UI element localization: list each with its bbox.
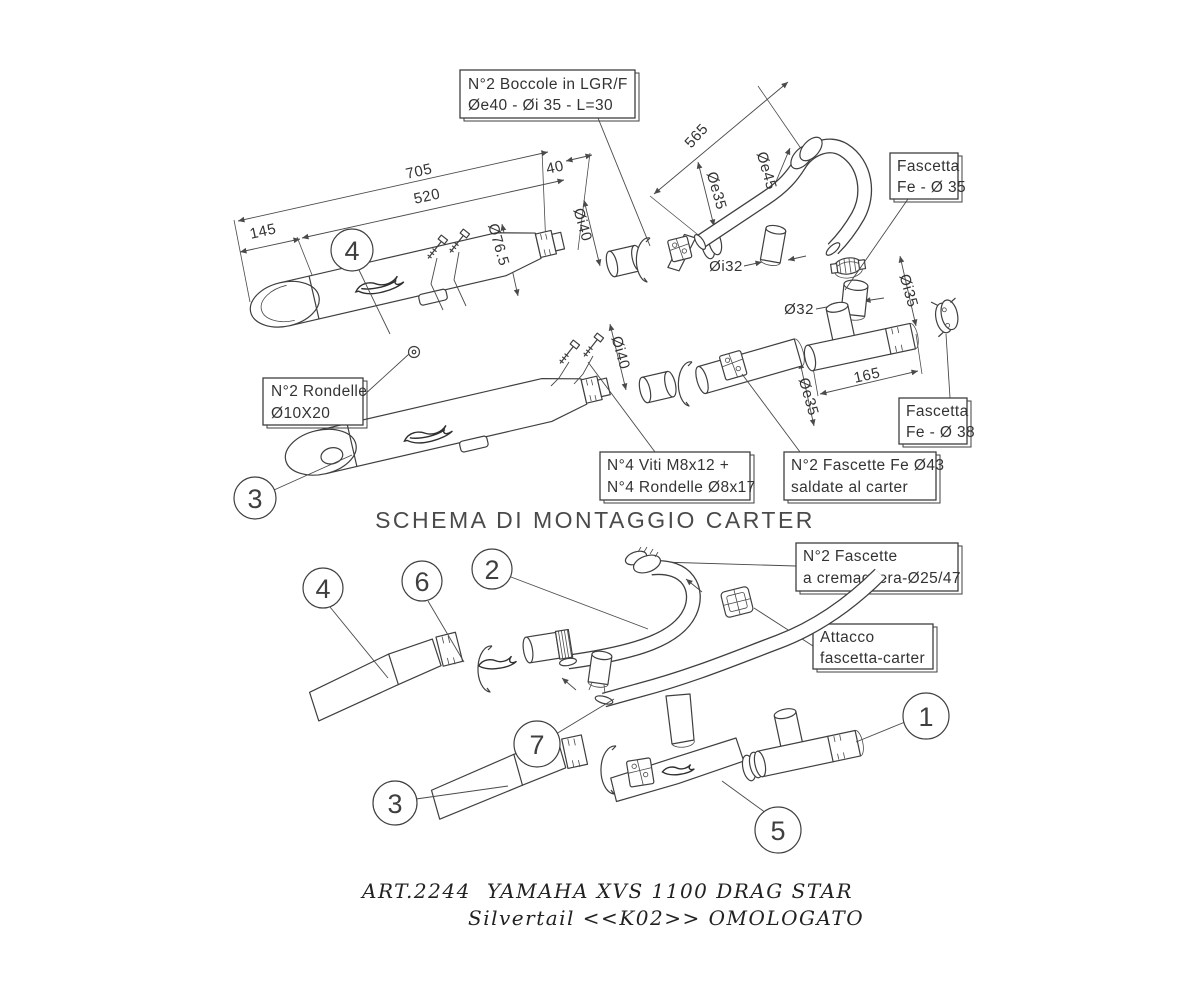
- callout-fascetta38-line1: Fascetta: [906, 403, 969, 420]
- callout-fascette-saldate: [784, 452, 944, 503]
- screw-icon: [557, 340, 579, 365]
- callout-fascetta35-line2: Fe - Ø 35: [897, 179, 967, 196]
- balloon-bottom-6: [402, 561, 442, 601]
- callout-attacco-line2: fascetta-carter: [820, 650, 926, 667]
- slip-stub: [760, 224, 787, 267]
- balloon-top-4-number: 4: [344, 236, 360, 266]
- crossover-stub: [666, 694, 694, 747]
- callout-fascetta35-line1: Fascetta: [897, 158, 960, 175]
- callout-attacco: [813, 624, 937, 672]
- callout-fascette-saldate-line1: N°2 Fascette Fe Ø43: [791, 457, 945, 474]
- mid-pipe-welded-clamp: [692, 334, 807, 395]
- footer-homologation: Silvertail <<K02>> OMOLOGATO: [468, 906, 865, 930]
- muffler-tip-4: [304, 632, 468, 721]
- balloon-bottom-3-number: 3: [387, 789, 403, 819]
- callout-viti-line2: N°4 Rondelle Ø8x17: [607, 479, 756, 496]
- title-block: [360, 879, 864, 930]
- callout-fascetta38-line2: Fe - Ø 38: [906, 424, 976, 441]
- dim-145: 145: [248, 220, 278, 243]
- callout-fascetta-35: [890, 153, 966, 202]
- balloon-bottom-5-number: 5: [770, 816, 786, 846]
- callout-cremagliera-line1: N°2 Fascette: [803, 548, 898, 565]
- callout-fascette-cremagliera: [796, 543, 962, 594]
- dim-40: 40: [544, 157, 566, 178]
- dim-i40-top: Øi40: [569, 206, 596, 244]
- pointer-arrow: [562, 678, 576, 690]
- balloon-bottom-7: [514, 721, 560, 767]
- callout-fascetta-38: [899, 398, 975, 447]
- balloon-bottom-7-number: 7: [529, 730, 545, 760]
- bottom-assembly: [304, 547, 880, 820]
- clamp-fe38: [931, 297, 962, 336]
- dim-705: 705: [404, 160, 434, 183]
- dim-e35-top: Øe35: [702, 169, 730, 212]
- washer: [409, 347, 420, 358]
- balloon-bottom-4-number: 4: [315, 574, 331, 604]
- clamp-fe35: [830, 256, 866, 281]
- screw-icon: [581, 333, 603, 358]
- callout-rondelle-line2: Ø10X20: [271, 405, 331, 422]
- bushing-sleeve-mid: [637, 370, 678, 403]
- footer-model: YAMAHA XVS 1100 DRAG STAR: [487, 879, 854, 903]
- muffler-tip-3: [427, 735, 593, 820]
- half-shell-top: [636, 238, 650, 282]
- callout-attacco-line1: Attacco: [820, 629, 875, 646]
- callout-boccole-line1: N°2 Boccole in LGR/F: [468, 76, 628, 93]
- dim-e45: Øe45: [752, 149, 780, 192]
- balloon-bottom-6-number: 6: [414, 567, 430, 597]
- dim-i40-mid: Øi40: [607, 334, 634, 372]
- balloon-bottom-2: [472, 549, 512, 589]
- dim-76-5: Ø76.5: [484, 221, 513, 268]
- callout-viti: [600, 452, 756, 503]
- balloon-bottom-4: [303, 568, 343, 608]
- dim-i35: Øi35: [895, 272, 922, 310]
- dim-i32: Øi32: [709, 258, 743, 275]
- balloon-bottom-2-number: 2: [484, 555, 500, 585]
- callout-boccole: [460, 70, 639, 121]
- half-shell-mid: [678, 362, 692, 406]
- dim-165: 165: [852, 364, 882, 387]
- callout-rondelle-line1: N°2 Rondelle: [271, 383, 368, 400]
- callout-boccole-line2: Øe40 - Øi 35 - L=30: [468, 97, 614, 114]
- callout-rondelle: [263, 378, 367, 428]
- section-title: SCHEMA DI MONTAGGIO CARTER: [375, 507, 815, 533]
- dim-565: 565: [681, 120, 712, 152]
- balloon-top-3: [234, 477, 276, 519]
- balloon-bottom-1: [903, 693, 949, 739]
- callout-cremagliera-line2: a cremagliera-Ø25/47: [803, 570, 961, 587]
- attacco-bracket: [720, 586, 753, 618]
- balloon-top-3-number: 3: [247, 484, 263, 514]
- dim-32: Ø32: [784, 301, 814, 318]
- callout-fascette-saldate-line2: saldate al carter: [791, 479, 909, 496]
- balloon-bottom-3: [373, 781, 417, 825]
- balloon-top-4: [331, 229, 373, 271]
- t-pipe-1: [745, 695, 865, 778]
- top-assembly: [234, 82, 962, 491]
- footer-art-number: ART.2244: [362, 879, 471, 903]
- muffler-top: [246, 219, 570, 344]
- dim-520: 520: [412, 185, 442, 208]
- balloon-bottom-5: [755, 807, 801, 853]
- callout-viti-line1: N°4 Viti M8x12 +: [607, 457, 730, 474]
- balloon-bottom-1-number: 1: [918, 702, 934, 732]
- header-pipe-bottom-1: [559, 547, 693, 667]
- dim-e35-mid: Øe35: [794, 375, 822, 418]
